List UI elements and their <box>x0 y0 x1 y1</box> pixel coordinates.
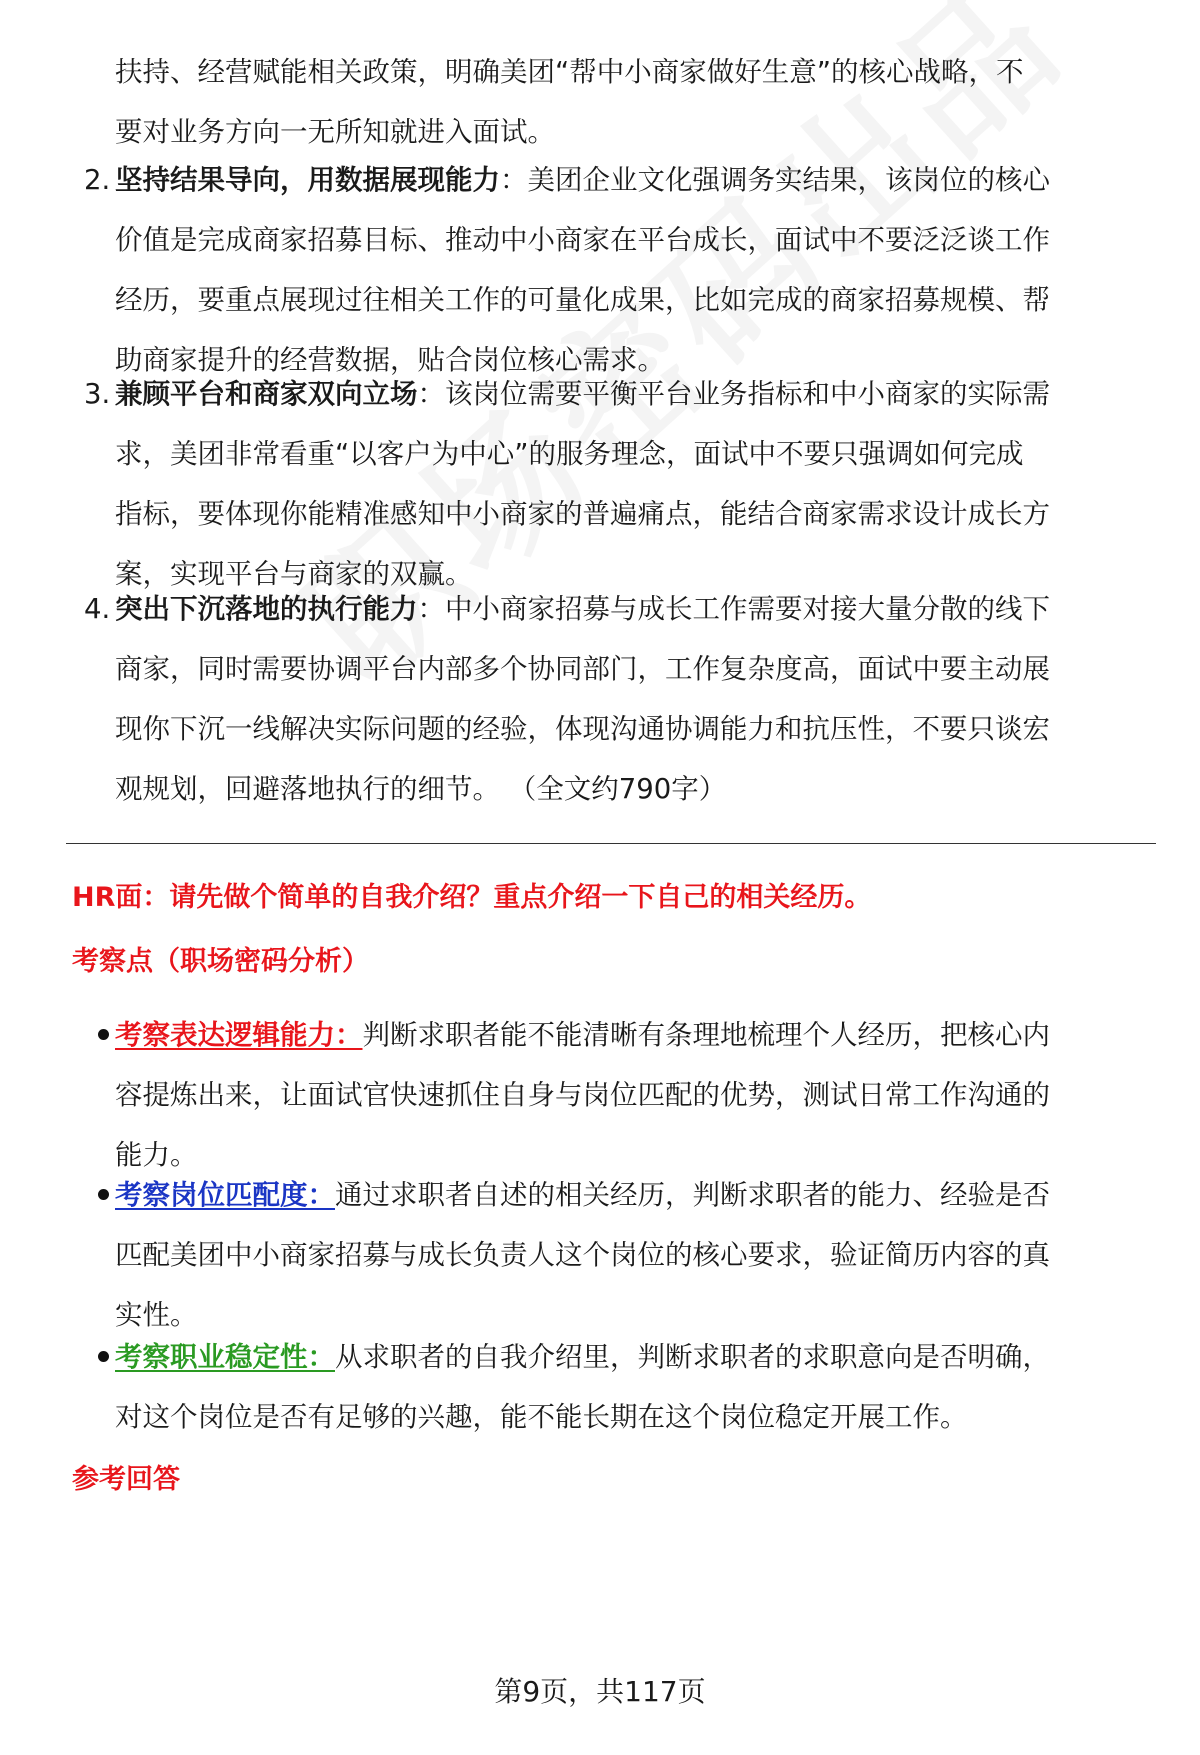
bullet-text: 从求职者的自我介绍里，判断求职者的求职意向是否明确， <box>335 1341 1050 1373</box>
text-line <box>115 1005 1050 1065</box>
text-line: 要对业务方向一无所知就进入面试。 <box>115 116 555 148</box>
tip-paragraph <box>115 364 1050 604</box>
text-line: 求，美团非常看重“以客户为中心”的服务理念，面试中不要只强调如何完成 <box>115 438 1024 470</box>
analysis-heading: 考察点（职场密码分析） <box>72 946 369 977</box>
bullet-dot <box>98 1189 109 1200</box>
tip-title: 坚持结果导向，用数据展现能力 <box>115 164 500 196</box>
separator: ： <box>417 593 445 625</box>
text-line: 经历，要重点展现过往相关工作的可量化成果，比如完成的商家招募规模、帮 <box>115 284 1050 316</box>
bullet-label: 考察职业稳定性： <box>115 1341 335 1373</box>
text-line: 能力。 <box>115 1139 198 1171</box>
bullet-label: 考察表达逻辑能力： <box>115 1019 363 1051</box>
text-line <box>115 579 1050 639</box>
text-line <box>115 1327 1050 1387</box>
text-line: 指标，要体现你能精准感知中小商家的普遍痛点，能结合商家需求设计成长方 <box>115 498 1050 530</box>
tip-paragraph <box>115 150 1050 390</box>
text-line <box>115 150 1050 210</box>
separator: ： <box>500 164 528 196</box>
question-heading: HR面：请先做个简单的自我介绍？重点介绍一下自己的相关经历。 <box>72 882 872 913</box>
text-line: 实性。 <box>115 1299 198 1331</box>
tip-text: 该岗位需要平衡平台业务指标和中小商家的实际需 <box>445 378 1050 410</box>
bullet-paragraph <box>115 1005 1050 1185</box>
text-line: 案，实现平台与商家的双赢。 <box>115 558 473 590</box>
text-line: 对这个岗位是否有足够的兴趣，能不能长期在这个岗位稳定开展工作。 <box>115 1401 968 1433</box>
bullet-text: 判断求职者能不能清晰有条理地梳理个人经历，把核心内 <box>362 1019 1050 1051</box>
text-line <box>115 364 1050 424</box>
text-line: 匹配美团中小商家招募与成长负责人这个岗位的核心要求，验证简历内容的真 <box>115 1239 1050 1271</box>
text-line: 容提炼出来，让面试官快速抓住自身与岗位匹配的优势，测试日常工作沟通的 <box>115 1079 1050 1111</box>
reference-heading: 参考回答 <box>72 1464 180 1495</box>
list-number: 3. <box>84 378 111 410</box>
bullet-paragraph <box>115 1327 1050 1447</box>
text-line: 价值是完成商家招募目标、推动中小商家在平台成长，面试中不要泛泛谈工作 <box>115 224 1050 256</box>
text-line: 商家，同时需要协调平台内部多个协同部门，工作复杂度高，面试中要主动展 <box>115 653 1050 685</box>
text-line: 扶持、经营赋能相关政策，明确美团“帮中小商家做好生意”的核心战略，不 <box>115 56 1024 88</box>
bullet-label: 考察岗位匹配度： <box>115 1179 335 1211</box>
list-number: 2. <box>84 164 111 196</box>
section-divider <box>66 843 1156 844</box>
page-number: 第9页，共117页 <box>494 1675 706 1708</box>
separator: ： <box>417 378 445 410</box>
bullet-text: 通过求职者自述的相关经历，判断求职者的能力、经验是否 <box>335 1179 1050 1211</box>
text-line <box>115 1165 1050 1225</box>
text-line: 现你下沉一线解决实际问题的经验，体现沟通协调能力和抗压性，不要只谈宏 <box>115 713 1050 745</box>
text-line: 助商家提升的经营数据，贴合岗位核心需求。 <box>115 344 665 376</box>
tip-title: 突出下沉落地的执行能力 <box>115 593 418 625</box>
text-line: 观规划，回避落地执行的细节。 （全文约790字） <box>115 773 727 805</box>
tip-text: 美团企业文化强调务实结果，该岗位的核心 <box>527 164 1050 196</box>
list-number: 4. <box>84 593 111 625</box>
tip-text: 中小商家招募与成长工作需要对接大量分散的线下 <box>445 593 1050 625</box>
tip-paragraph <box>115 579 1050 819</box>
bullet-dot <box>98 1029 109 1040</box>
tip-title: 兼顾平台和商家双向立场 <box>115 378 418 410</box>
bullet-paragraph <box>115 1165 1050 1345</box>
bullet-dot <box>98 1351 109 1362</box>
intro-paragraph <box>115 42 1024 162</box>
